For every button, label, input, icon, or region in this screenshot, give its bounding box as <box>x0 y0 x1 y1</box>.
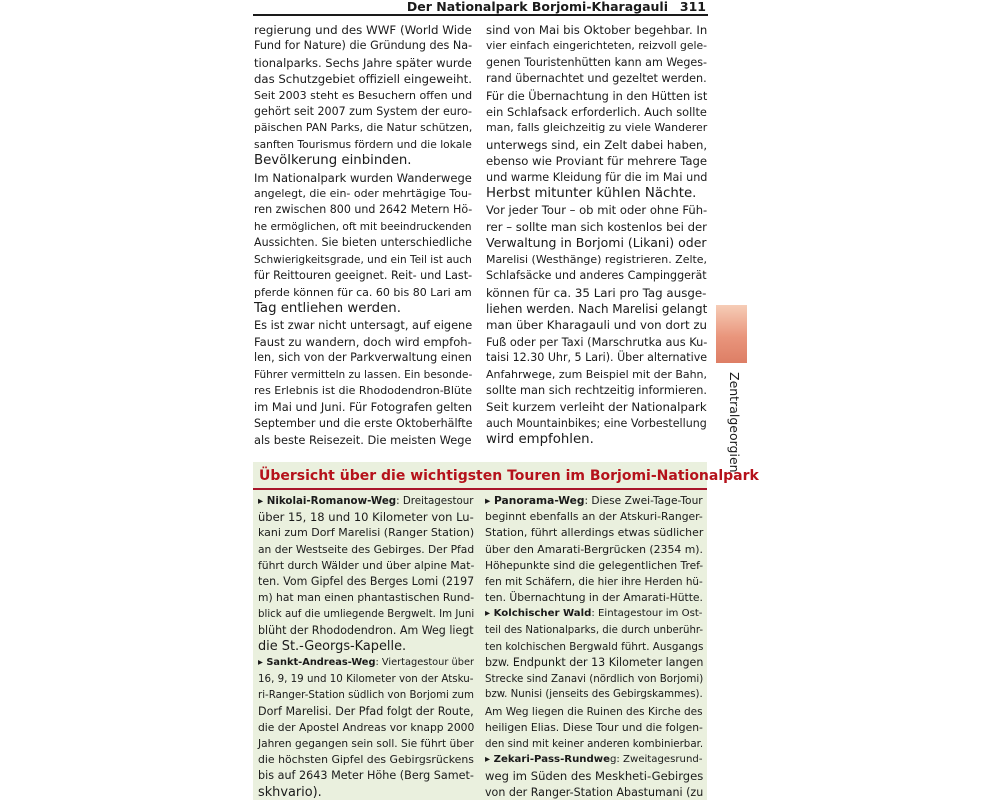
tour-text: m) hat man einen phantastischen Rund- <box>258 591 475 605</box>
tour-text: g: Zweitagesrund- <box>609 754 703 766</box>
tour-text: bzw. Nunisi (jenseits des Gebirgskammes). <box>485 689 703 701</box>
text-line: Für die Übernachtung in den Hütten ist <box>486 88 708 103</box>
tour-text: heiligen Elias. Diese Tour und die folgen- <box>485 720 703 734</box>
text-line: genen Touristenhütten kann am Weges- <box>486 55 707 69</box>
text-line: len, sich von der Parkverwaltung einen <box>254 351 472 365</box>
tour-text-line <box>258 525 474 541</box>
tour-text: Jahren gegangen sein soll. Sie führt über <box>258 738 474 751</box>
tour-text-line <box>258 623 474 639</box>
tour-name: ▸ Kolchischer Wald <box>485 608 592 620</box>
tour-text-line <box>258 768 474 784</box>
tour-text-line <box>485 542 703 558</box>
tour-text-line <box>258 687 474 703</box>
tour-overview-column-right <box>485 493 703 801</box>
text-line: Bevölkerung einbinden. <box>254 153 412 169</box>
tour-text-line <box>258 704 474 720</box>
tour-text: ri-Ranger-Station südlich von Borjomi zum <box>258 689 474 702</box>
tour-text-line <box>258 574 474 590</box>
tour-name: ▸ Panorama-Weg <box>485 494 585 507</box>
tour-text-line <box>485 704 703 720</box>
tour-text-line <box>485 655 703 671</box>
tour-text: : Eintagestour im Ost- <box>591 608 703 620</box>
tour-text: führt durch Wälder und über alpine Mat- <box>258 558 475 572</box>
text-line: September und die erste Oktoberhälfte <box>254 416 473 430</box>
text-line: Im Nationalpark wurden Wanderwege <box>254 170 472 185</box>
text-line: Schwierigkeitsgrade, und ein Teil ist auch <box>254 253 472 266</box>
tour-text: an der Westseite des Gebirges. Der Pfad <box>258 542 475 556</box>
text-line: Seit kurzem verleiht der Nationalpark <box>486 400 707 415</box>
text-line: rand übernachtet und gezeltet werden. <box>486 72 707 86</box>
text-line: Fuß oder per Taxi (Marschrutka aus Ku- <box>486 334 708 349</box>
tour-text: ten. Vom Gipfel des Berges Lomi (2197 <box>258 575 475 589</box>
text-line: päischen PAN Parks, die Natur schützen, <box>254 121 473 135</box>
text-line: Aussichten. Sie bieten unterschiedliche <box>254 236 472 250</box>
tour-text: : Diese Zwei-Tage-Tour <box>584 494 703 507</box>
text-line: unterwegs sind, ein Zelt dabei haben, <box>486 137 708 152</box>
text-line: Tag entliehen werden. <box>254 300 401 316</box>
tour-text: bzw. Endpunkt der 13 Kilometer langen <box>485 656 704 670</box>
tour-text: : Viertagestour über <box>375 657 475 669</box>
tour-overview-divider <box>253 488 707 490</box>
running-header <box>253 0 708 16</box>
tour-text: blüht der Rhododendron. Am Weg liegt <box>258 623 474 637</box>
tour-text: über den Amarati-Bergrücken (2354 m). <box>485 542 703 556</box>
tour-text-line <box>258 558 474 574</box>
text-line: Verwaltung in Borjomi (Likani) oder <box>486 235 707 251</box>
tour-text-line <box>258 752 474 768</box>
tour-name: ▸ Sankt-Andreas-Weg <box>258 657 376 669</box>
text-line: angelegt, die ein- oder mehrtägige Tou- <box>254 187 472 201</box>
tour-text-line <box>258 542 474 558</box>
text-line: können für ca. 35 Lari pro Tag ausge- <box>486 285 707 300</box>
text-line: im Mai und Juni. Für Fotografen gelten <box>254 400 473 415</box>
tour-text: beginnt ebenfalls an der Atskuri-Ranger- <box>485 510 703 524</box>
tour-text: Strecke sind Zanavi (nördlich von Borjomi) <box>485 673 704 686</box>
tour-text-line <box>485 785 703 801</box>
tour-text-line <box>485 720 703 736</box>
text-line: und warme Kleidung für die im Mai und <box>486 170 708 184</box>
text-line: Seit 2003 steht es Besuchern offen und <box>254 88 473 102</box>
tour-text-line <box>258 606 474 622</box>
tour-text: bis auf 2643 Meter Höhe (Berg Samet- <box>258 769 474 783</box>
tour-entry-start-line <box>258 655 474 671</box>
text-line: tionalparks. Sechs Jahre später wurde <box>254 55 472 70</box>
text-line: für Reittouren geeignet. Reit- und Last- <box>254 269 473 283</box>
tour-text-line <box>485 623 703 639</box>
tour-text: fen mit Schäfern, die hier ihre Herden hü- <box>485 576 703 589</box>
tour-text-line <box>258 509 474 525</box>
tour-text-line <box>485 590 703 606</box>
page-number: 311 <box>679 0 706 14</box>
text-line: gehört seit 2007 zum System der euro- <box>254 105 473 119</box>
tour-entry-start-line <box>485 606 703 622</box>
text-line: auch Mountainbikes; eine Vorbestellung <box>486 416 707 430</box>
tour-text-line <box>258 785 474 801</box>
text-line: sollte man sich rechtzeitig informieren. <box>486 383 708 397</box>
tour-text: : Dreitagestour <box>396 495 474 507</box>
tour-text: weg im Süden des Meskheti-Gebirges <box>485 769 704 784</box>
tour-text-line <box>485 639 703 655</box>
text-line: wird empfohlen. <box>486 432 594 448</box>
text-line: res Erlebnis ist die Rhododendron-Blüte <box>254 383 472 397</box>
tour-text: den sind mit keiner anderen kombinierbar. <box>485 738 704 751</box>
text-line: rer – sollte man sich kostenlos bei der <box>486 219 707 234</box>
tour-entry-start-line <box>485 752 703 768</box>
tour-text-line <box>485 509 703 525</box>
tour-text-line <box>485 736 703 752</box>
tour-text: Dorf Marelisi. Der Pfad folgt der Route, <box>258 704 474 718</box>
tour-entry-start-line <box>258 493 474 509</box>
text-line: als beste Reisezeit. Die meisten Wege <box>254 433 472 448</box>
tour-text-line <box>485 558 703 574</box>
text-line: sind von Mai bis Oktober begehbar. In <box>486 23 708 37</box>
text-line: ren zwischen 800 und 2642 Metern Hö- <box>254 203 473 217</box>
text-line: Marelisi (Westhänge) registrieren. Zelte, <box>486 252 708 266</box>
text-line: Es ist zwar nicht untersagt, auf eigene <box>254 318 473 333</box>
tour-text: ten kolchischen Bergwald führt. Ausgangs <box>485 640 704 653</box>
tour-text: kani zum Dorf Marelisi (Ranger Station) <box>258 526 475 540</box>
tour-text: die der Apostel Andreas vor knapp 2000 <box>258 720 475 734</box>
tour-text: von der Ranger-Station Abastumani (zu <box>485 785 704 799</box>
tour-text-line <box>258 639 474 655</box>
tour-text-line <box>258 590 474 606</box>
tour-text-line <box>485 687 703 703</box>
text-line: pferde können für ca. 60 bis 80 Lari am <box>254 285 472 299</box>
tour-text: die St.-Georgs-Kapelle. <box>258 638 407 654</box>
text-column-left <box>254 22 472 449</box>
text-line: liehen werden. Nach Marelisi gelangt <box>486 301 708 316</box>
tour-text: die höchsten Gipfel des Gebirgsrückens <box>258 753 474 767</box>
tour-text-line <box>485 671 703 687</box>
tour-overview-title: Übersicht über die wichtigsten Touren im Borjomi-Nationalpark <box>259 468 759 484</box>
tour-text-line <box>485 525 703 541</box>
text-column-right <box>486 22 707 449</box>
tour-text: ten. Übernachtung in der Amarati-Hütte. <box>485 591 703 605</box>
tour-text-line <box>258 671 474 687</box>
text-line: Herbst mitunter kühlen Nächte. <box>486 186 697 202</box>
tour-text-line <box>258 720 474 736</box>
text-line: ebenso wie Proviant für mehrere Tage <box>486 154 708 169</box>
text-line: Anfahrwege, zum Beispiel mit der Bahn, <box>486 367 707 381</box>
text-line: ein Schlafsack erforderlich. Auch sollte <box>486 105 707 120</box>
text-line: he ermöglichen, oft mit beeindruckenden <box>254 220 472 233</box>
text-line: Faust zu wandern, doch wird empfoh- <box>254 334 472 349</box>
text-line: vier einfach eingerichteten, reizvoll gele- <box>486 39 708 53</box>
tour-text: teil des Nationalparks, die durch unberühr- <box>485 624 704 636</box>
text-line: Führer vermitteln zu lassen. Ein besonde- <box>254 368 473 381</box>
tour-text-line <box>485 768 703 784</box>
tour-overview-column-left <box>258 493 474 801</box>
text-line: Fund for Nature) die Gründung des Na- <box>254 39 473 53</box>
tour-text: über 15, 18 und 10 Kilometer von Lu- <box>258 510 474 525</box>
tour-text-line <box>485 574 703 590</box>
tour-text: Station, führt allerdings etwas südlicher <box>485 526 704 540</box>
running-header-title: Der Nationalpark Borjomi-Kharagauli <box>406 0 668 14</box>
chapter-side-label: Zentralgeorgien <box>727 372 742 473</box>
text-line: man, falls gleichzeitig zu viele Wanderer <box>486 121 708 135</box>
tour-text: Am Weg liegen die Ruinen des Kirche des <box>485 705 703 718</box>
text-line: regierung und des WWF (World Wide <box>254 23 472 37</box>
text-line: Vor jeder Tour – ob mit oder ohne Füh- <box>486 203 708 218</box>
tour-text: Höhepunkte sind die gelegentlichen Tref- <box>485 558 704 572</box>
text-line: das Schutzgebiet offiziell eingeweiht. <box>254 72 472 87</box>
text-line: Schlafsäcke und anderes Campinggerät <box>486 269 707 283</box>
tour-name: ▸ Nikolai-Romanow-Weg <box>258 495 397 507</box>
tour-name: ▸ Zekari-Pass-Rundwe <box>485 754 610 766</box>
tour-text: 16, 9, 19 und 10 Kilometer von der Atsku- <box>258 673 474 686</box>
text-line: taisi 12.30 Uhr, 5 Lari). Über alternative <box>486 351 708 365</box>
tour-text: blick auf die umliegende Bergwelt. Im Juni <box>258 608 475 621</box>
chapter-tab <box>716 305 747 363</box>
text-line: man über Kharagauli und von dort zu <box>486 318 708 333</box>
text-line: sanften Tourismus fördern und die lokale <box>254 137 472 151</box>
tour-text: skhvario). <box>258 784 322 800</box>
tour-text-line <box>258 736 474 752</box>
tour-entry-start-line <box>485 493 703 509</box>
